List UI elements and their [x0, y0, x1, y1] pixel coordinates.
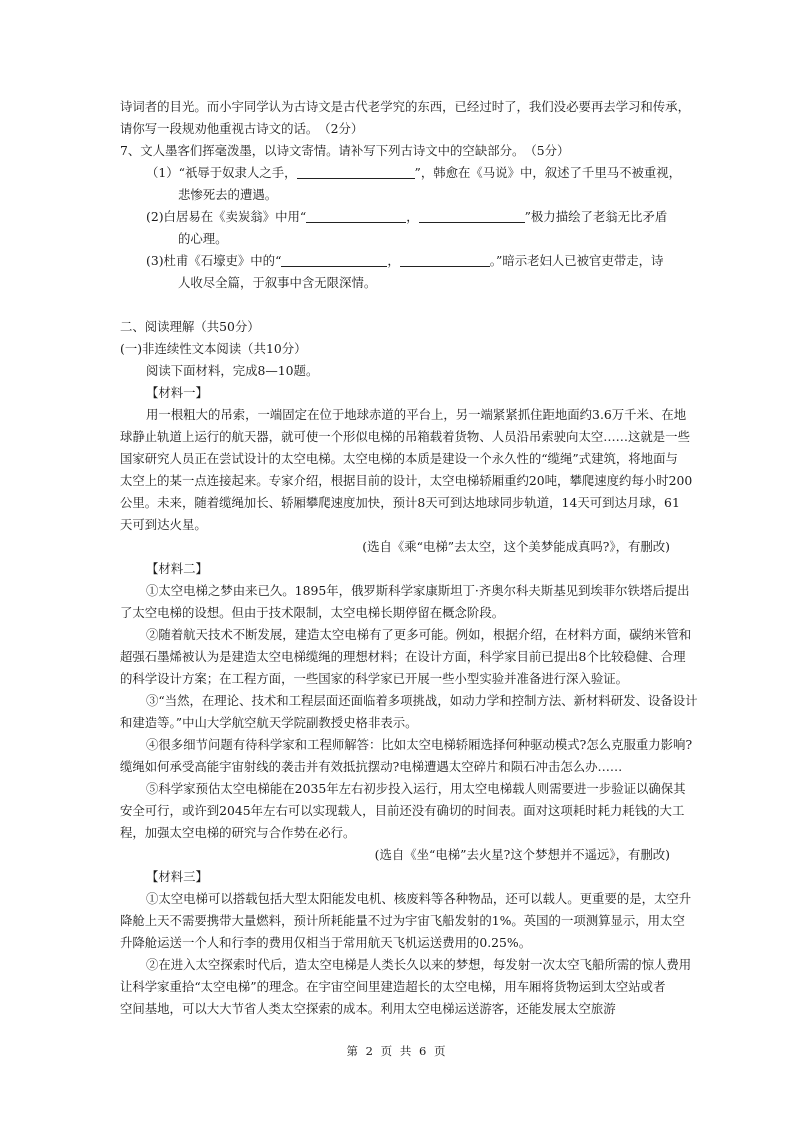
text-line: 请你写一段规劝他重视古诗文的话。 （2分） [120, 121, 364, 136]
text-line: 的心理。 [178, 231, 228, 246]
material-2-heading: 【材料二】 [146, 561, 208, 576]
text-line: 安全可行，或许到2045年左右可以实现载人，目前还没有确切的时间表。面对这项耗时耗力耗钱的大工 [120, 803, 685, 818]
answer-blank[interactable] [306, 208, 406, 223]
text-line: ③“当然，在理论、技术和工程层面还面临着多项挑战，如动力学和控制方法、新材料研发、设备设计 [146, 693, 698, 708]
text-line: 程，加强太空电梯的研究与合作势在必行。 [120, 825, 356, 840]
material-3-heading: 【材料三】 [146, 869, 208, 884]
text-line: 了太空电梯的设想。但由于技术限制，太空电梯长期停留在概念阶段。 [120, 605, 505, 620]
source-citation: (选自《乘“电梯”去太空，这个美梦能成真吗?》，有删改) [362, 539, 670, 554]
text-line: 让科学家重拾“太空电梯”的理念。在宇宙空间里建造超长的太空电梯，用车厢将货物运到太空站或者 [120, 979, 666, 994]
q7-1-tail: ”，韩愈在《马说》中，叙述了千里马不被重视， [414, 165, 682, 180]
text-line: 公里。未来，随着缆绳加长、轿厢攀爬速度加快，预计8天可到达地球同步轨道，14天可到达月球，61 [120, 495, 680, 510]
text-line: 天可到达火星。 [120, 517, 207, 532]
q7-2-tail: ”极力描绘了老翁无比矛盾 [524, 209, 668, 224]
q7-2-lead: (2)白居易在《卖炭翁》中用“ [146, 209, 307, 224]
text-line: 太空上的某一点连接起来。专家介绍，根据目前的设计，太空电梯轿厢重约20吨，攀爬速度约每小时200 [120, 473, 693, 488]
q7-3-lead: (3)杜甫《石壕吏》中的“ [146, 253, 282, 268]
text-line: 超强石墨烯被认为是建造太空电梯缆绳的理想材料；在设计方面，科学家目前已提出8个比较稳健、合理 [120, 649, 686, 664]
question-7-heading: 7、文人墨客们挥毫泼墨，以诗文寄情。请补写下列古诗文中的空缺部分。 （5分） [120, 143, 570, 158]
question-7-3 [146, 250, 663, 272]
source-citation: (选自《坐“电梯”去火星?这个梦想并不遥远》，有删改) [374, 847, 670, 862]
text-line: ②随着航天技术不断发展，建造太空电梯有了更多可能。例如，根据介绍，在材料方面，碳纳米管和 [146, 627, 692, 642]
answer-blank[interactable] [297, 164, 415, 179]
q7-2-comma: ， [406, 209, 419, 224]
text-line: 诗词者的目光。而小宇同学认为古诗文是古代老学究的东西，已经过时了，我们没必要再去学习和传承， [120, 99, 690, 114]
text-line: 和建造等。”中山大学航空航天学院副教授史格非表示。 [120, 715, 418, 730]
page-number: 第 2 页 共 6 页 [346, 1044, 448, 1058]
text-line: ④很多细节问题有待科学家和工程师解答：比如太空电梯轿厢选择何种驱动模式?怎么克服重力影响? [146, 737, 693, 752]
text-line: 升降舱运送一个人和行李的费用仅相当于常用航天飞机运送费用的0.25%。 [120, 935, 532, 950]
text-line: 悲惨死去的遭遇。 [178, 187, 278, 202]
subsection-heading: (一)非连续性文本阅读（共10分） [120, 341, 307, 356]
text-line: ①太空电梯之梦由来已久。1895年，俄罗斯科学家康斯坦丁·齐奥尔科夫斯基见到埃菲尔铁塔后提出 [146, 583, 690, 598]
text-line: 降舱上天不需要携带大量燃料，预计所耗能量不过为宇宙飞船发射的1%。英国的一项测算显示，用太空 [120, 913, 685, 928]
text-line: ①太空电梯可以搭载包括大型太阳能发电机、核废料等各种物品，还可以载人。更重要的是，太空升 [146, 891, 692, 906]
answer-blank[interactable] [400, 252, 490, 267]
text-line: ②在进入太空探索时代后，造太空电梯是人类长久以来的梦想，每发射一次太空飞船所需的惊人费用 [146, 957, 692, 972]
q7-3-tail: 。”暗示老妇人已被官吏带走，诗 [489, 253, 664, 268]
text-line: 用一根粗大的吊索，一端固定在位于地球赤道的平台上，另一端紧紧抓住距地面约3.6万千米、在地 [146, 407, 687, 422]
text-line: 的科学设计方案；在工程方面，一些国家的科学家已开展一些小型实验并准备进行深入验证。 [120, 671, 629, 686]
q7-1-lead: （1）“祇辱于奴隶人之手， [146, 165, 297, 180]
text-line: ⑤科学家预估太空电梯能在2035年左右初步投入运行，用太空电梯载人则需要进一步验证以确保其 [146, 781, 686, 796]
text-line: 人收尽全篇，于叙事中含无限深情。 [178, 275, 377, 290]
q7-3-comma: ， [387, 253, 400, 268]
instruction: 阅读下面材料，完成8—10题。 [146, 363, 319, 378]
text-line: 球静止轨道上运行的航天器，就可使一个形似电梯的吊箱载着货物、人员沿吊索驶向太空……这就是一些 [120, 429, 690, 444]
text-line: 空间基地，可以大大节省人类太空探索的成本。利用太空电梯运送游客，还能发展太空旅游 [120, 1001, 616, 1016]
text-line: 缆绳如何承受高能宇宙射线的袭击并有效抵抗摆动?电梯遭遇太空碎片和陨石冲击怎么办…… [120, 759, 623, 774]
question-7-2 [146, 206, 667, 228]
material-1-heading: 【材料一】 [146, 385, 208, 400]
answer-blank[interactable] [419, 208, 525, 223]
section-heading: 二、阅读理解（共50分） [120, 319, 260, 334]
text-line: 国家研究人员正在尝试设计的太空电梯。太空电梯的本质是建设一个永久性的“缆绳”式建筑，将地面与 [120, 451, 678, 466]
question-7-1 [146, 162, 681, 184]
answer-blank[interactable] [281, 252, 387, 267]
